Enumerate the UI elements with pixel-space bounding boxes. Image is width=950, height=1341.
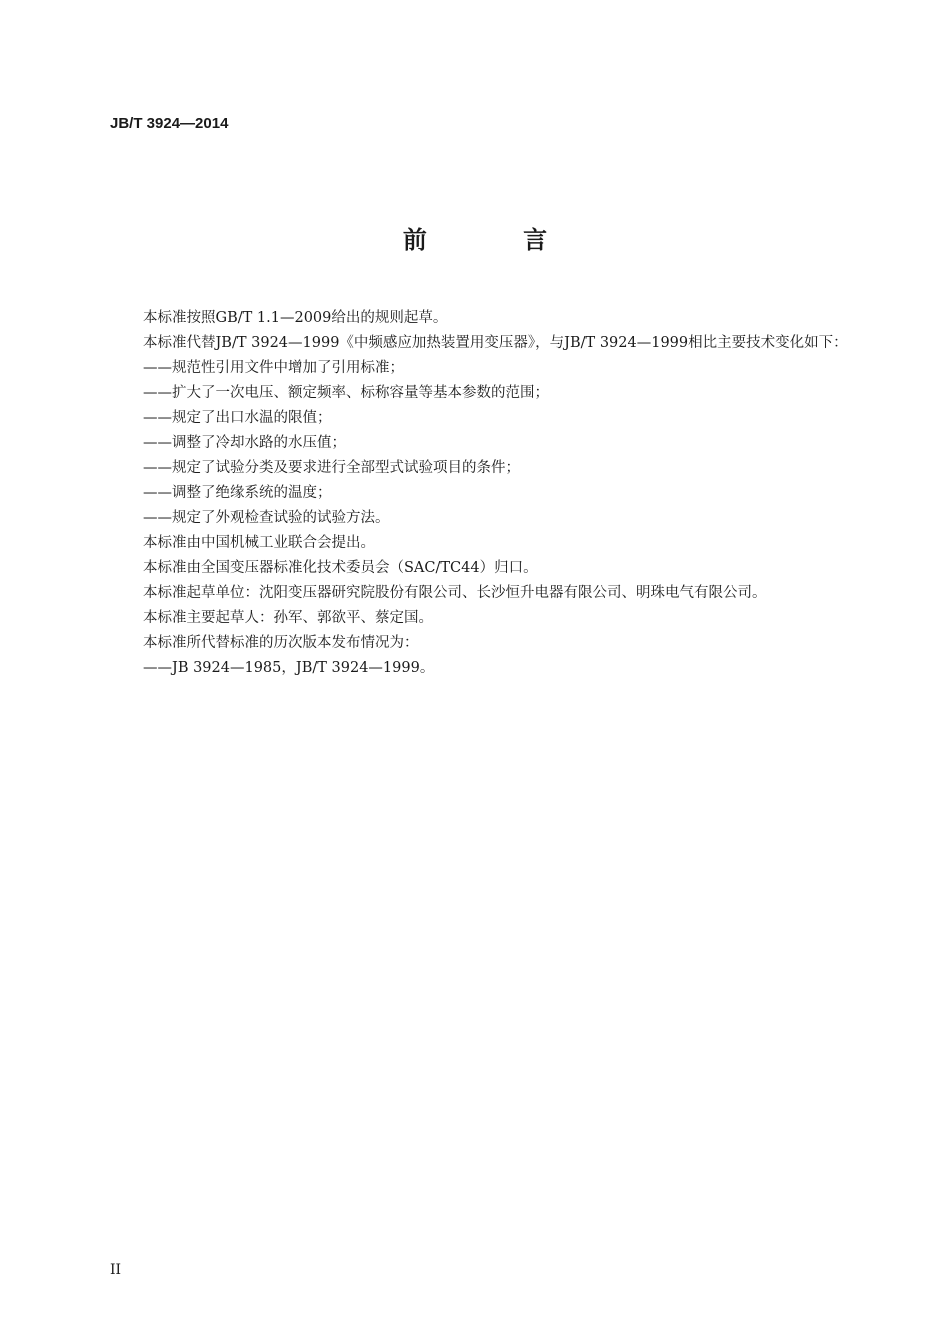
list-item: ——JB 3924—1985，JB/T 3924—1999。 [143,660,435,676]
paragraph: 本标准代替JB/T 3924—1999《中频感应加热装置用变压器》，与JB/T 3924—1999相比主要技术变化如下： [143,335,848,351]
page-title: 前 言 [402,225,592,254]
paragraph: 本标准按照GB/T 1.1—2009给出的规则起草。 [143,310,448,326]
list-item: ——扩大了一次电压、额定频率、标称容量等基本参数的范围； [143,385,549,401]
page-number: II [110,1262,122,1278]
foreword-body [110,306,858,681]
paragraph: 本标准由全国变压器标准化技术委员会（SAC/TC44）归口。 [143,560,538,576]
paragraph: 本标准由中国机械工业联合会提出。 [143,535,375,551]
paragraph: 本标准主要起草人：孙军、郭欲平、蔡定国。 [143,610,433,626]
list-item: ——调整了冷却水路的水压值； [143,435,346,451]
list-item: ——规定了出口水温的限值； [143,410,332,426]
paragraph: 本标准起草单位：沈阳变压器研究院股份有限公司、长沙恒升电器有限公司、明珠电气有限公司。 [143,585,767,601]
list-item: ——规定了外观检查试验的试验方法。 [143,510,390,526]
list-item: ——调整了绝缘系统的温度； [143,485,332,501]
paragraph: 本标准所代替标准的历次版本发布情况为： [143,635,419,651]
list-item: ——规定了试验分类及要求进行全部型式试验项目的条件； [143,460,520,476]
standard-code-header: JB/T 3924—2014 [110,115,229,132]
list-item: ——规范性引用文件中增加了引用标准； [143,360,404,376]
